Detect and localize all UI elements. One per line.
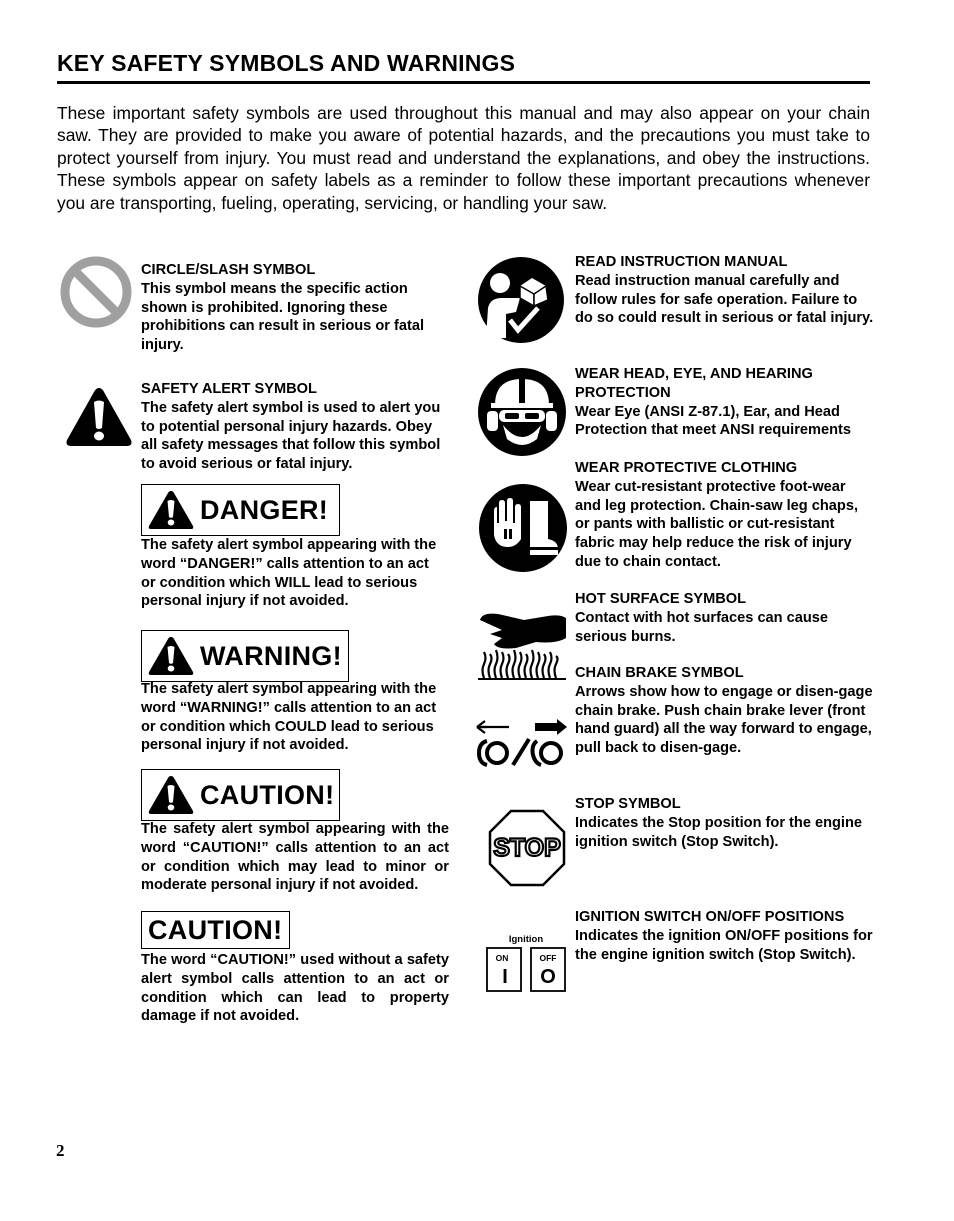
hot-surface-block [575, 590, 875, 646]
off-label: OFF [539, 953, 557, 963]
chain-brake-block [575, 664, 875, 758]
stop-sign-text: STOP [493, 834, 561, 862]
chain-brake-icon [475, 719, 569, 769]
read-manual-heading: READ INSTRUCTION MANUAL [575, 254, 788, 270]
clothing-block [575, 459, 875, 572]
warning-signal-box [141, 630, 349, 682]
chain-brake-text: Arrows show how to engage or disen-gage chain brake. Push chain brake lever (front hand guard) all the way forward to engage, pull back to disen-gage. [575, 683, 873, 757]
danger-text: The safety alert symbol appearing with the word “DANGER!” calls attention to an act or condition which WILL lead to serious personal injury if not avoided. [141, 537, 437, 610]
caution-plain-signal-box [141, 911, 290, 949]
intro-paragraph: These important safety symbols are used throughout this manual and may also appear on your chain saw. They are provided to make you aware of potential hazards, and the precautions you must take to protect yourself from injury. You must read and understand the explanations, and obey the instructions. These symbols appear on safety labels as a reminder to follow these important precautions whenever you are transporting, fueling, operating, servicing, or handling your saw. [57, 103, 870, 213]
safety-alert-icon [64, 386, 134, 448]
prohibition-icon [59, 255, 133, 329]
read-manual-text: Read instruction manual carefully and follow rules for safe operation. Failure to do so could result in serious or fatal injury. [575, 272, 874, 327]
head-eye-text: Wear Eye (ANSI Z-87.1), Ear, and Head Protection that meet ANSI requirements [575, 403, 851, 439]
safety-alert-text: The safety alert symbol is used to alert you to potential personal injury hazards. Obey all safety messages that follow this symbol to avoid serious or fatal injury. [141, 399, 441, 473]
on-label: ON [495, 953, 509, 963]
read-manual-icon [476, 256, 566, 344]
ignition-heading: IGNITION SWITCH ON/OFF POSITIONS [575, 909, 845, 925]
caution-plain-text: The word “CAUTION!” used without a safety alert symbol calls attention to an act or condition which can lead to property damage if not avoided. [141, 952, 449, 1025]
on-glyph: I [502, 966, 508, 988]
caution-signal-box [141, 769, 340, 821]
ignition-switch-icon [484, 931, 568, 993]
head-protection-icon [477, 367, 567, 457]
page-number: 2 [56, 1141, 65, 1160]
chain-brake-heading: CHAIN BRAKE SYMBOL [575, 665, 744, 681]
stop-heading: STOP SYMBOL [575, 796, 681, 812]
caution-word: CAUTION! [200, 779, 335, 810]
ignition-panel-label: Ignition [508, 934, 544, 945]
hot-surface-heading: HOT SURFACE SYMBOL [575, 591, 747, 607]
alert-triangle-icon [148, 775, 194, 815]
caution-text: The safety alert symbol appearing with the word “CAUTION!” calls attention to an act or condition which may lead to minor or moderate personal injury if not avoided. [141, 821, 449, 894]
off-glyph: O [540, 966, 556, 988]
stop-block [575, 795, 875, 851]
warning-text: The safety alert symbol appearing with the word “WARNING!” calls attention to an act or condition which COULD lead to serious personal injury if not avoided. [141, 681, 437, 754]
hot-surface-icon [476, 602, 570, 680]
ignition-text: Indicates the ignition ON/OFF positions for the engine ignition switch (Stop Switch). [575, 927, 873, 963]
circle-slash-heading: CIRCLE/SLASH SYMBOL [141, 262, 316, 278]
hot-surface-text: Contact with hot surfaces can cause serious burns. [575, 609, 829, 645]
danger-word: DANGER! [200, 494, 329, 525]
alert-triangle-icon [148, 636, 194, 676]
danger-signal-box [141, 484, 340, 536]
circle-slash-block [141, 261, 451, 355]
stop-text: Indicates the Stop position for the engine ignition switch (Stop Switch). [575, 814, 863, 850]
circle-slash-text: This symbol means the specific action shown is prohibited. Ignoring these prohibitions can result in serious or fatal injury. [141, 280, 425, 354]
page-title: KEY SAFETY SYMBOLS AND WARNINGS [57, 50, 516, 76]
safety-alert-heading: SAFETY ALERT SYMBOL [141, 381, 317, 397]
clothing-heading: WEAR PROTECTIVE CLOTHING [575, 460, 798, 476]
clothing-text: Wear cut-resistant protective foot-wear and leg protection. Chain-saw leg chaps, or pants with ballistic or cut-resistant fabric may help reduce the risk of injury due to chain contact. [575, 478, 859, 570]
title-rule [57, 81, 870, 84]
safety-alert-block [141, 380, 451, 474]
head-eye-heading: WEAR HEAD, EYE, AND HEARING PROTECTION [575, 366, 813, 401]
alert-triangle-icon [148, 490, 194, 530]
caution-plain-word: CAUTION! [148, 914, 283, 945]
stop-sign-icon [488, 809, 566, 887]
read-manual-block [575, 253, 875, 328]
ignition-block [575, 908, 875, 964]
head-eye-block [575, 365, 875, 440]
warning-word: WARNING! [200, 640, 342, 671]
protective-clothing-icon [478, 483, 568, 573]
